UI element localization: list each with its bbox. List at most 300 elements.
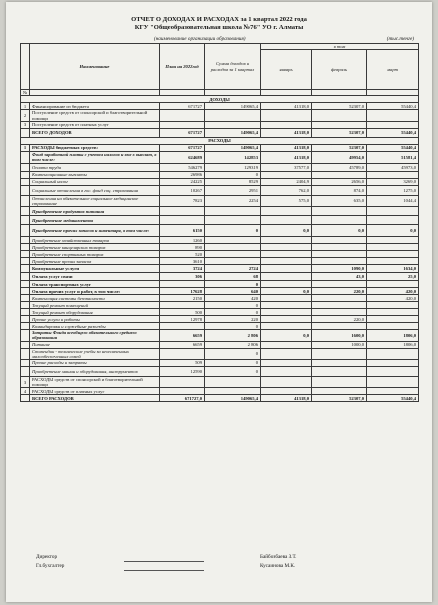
table-row bbox=[21, 348, 419, 359]
cell-name: Приобретение медикаментов bbox=[30, 216, 160, 225]
cell-m1 bbox=[261, 237, 312, 244]
cell-m3: 1634,0 bbox=[367, 265, 419, 273]
cell-m3 bbox=[367, 348, 419, 359]
report-title: ОТЧЕТ О ДОХОДАХ И РАСХОДАХ за 1 квартал 2022 года bbox=[131, 16, 307, 23]
cell-plan: 671727,0 bbox=[160, 395, 205, 402]
cell-m1 bbox=[261, 273, 312, 281]
accountant-name: Кусаинова М.К. bbox=[260, 563, 296, 569]
cell-n bbox=[21, 273, 30, 281]
table-row bbox=[21, 225, 419, 237]
cell-m2: 220,0 bbox=[312, 316, 367, 323]
cell-n bbox=[21, 323, 30, 330]
cell-n bbox=[21, 341, 30, 348]
cell-m2 bbox=[312, 171, 367, 178]
table-row bbox=[21, 121, 419, 128]
table-row bbox=[21, 163, 419, 171]
cell-name: Приобретение машин и оборудования, инструментов bbox=[30, 367, 160, 377]
cell-plan: 624689 bbox=[160, 151, 205, 163]
header-group: в том bbox=[261, 44, 419, 50]
cell-m1: 0,0 bbox=[261, 330, 312, 341]
cell-sum: 640 bbox=[205, 288, 261, 295]
cell-sum: 149065,4 bbox=[205, 103, 261, 110]
cell-m3 bbox=[367, 302, 419, 309]
cell-plan bbox=[160, 216, 205, 225]
cell-m2 bbox=[312, 207, 367, 216]
table-row bbox=[21, 244, 419, 251]
cell-name: Финансирование из бюджета bbox=[30, 103, 160, 110]
table-row bbox=[21, 265, 419, 273]
cell-m2: 0,0 bbox=[312, 225, 367, 237]
table-row bbox=[21, 273, 419, 281]
cell-m3 bbox=[367, 388, 419, 395]
cell-n bbox=[21, 367, 30, 377]
cell-plan bbox=[160, 302, 205, 309]
cell-n bbox=[21, 258, 30, 265]
cell-sum: 0 bbox=[205, 323, 261, 330]
cell-n bbox=[21, 185, 30, 195]
cell-sum: 0 bbox=[205, 171, 261, 178]
cell-plan: 26986 bbox=[160, 171, 205, 178]
cell-m2: 43,0 bbox=[312, 273, 367, 281]
cell-m1 bbox=[261, 171, 312, 178]
cell-n: 2 bbox=[21, 110, 30, 121]
table-row bbox=[21, 377, 419, 388]
cell-name: Текущий ремонт оборудования bbox=[30, 309, 160, 316]
cell-m2 bbox=[312, 244, 367, 251]
cell-name: Питание bbox=[30, 341, 160, 348]
cell-n bbox=[21, 151, 30, 163]
cell-m1 bbox=[261, 309, 312, 316]
cell-n: 4 bbox=[21, 388, 30, 395]
cell-m1: 575,0 bbox=[261, 195, 312, 206]
table-row bbox=[21, 302, 419, 309]
cell-n bbox=[21, 207, 30, 216]
table-row bbox=[21, 237, 419, 244]
cell-m3 bbox=[367, 360, 419, 367]
cell-sum: 0 bbox=[205, 348, 261, 359]
cell-m1 bbox=[261, 302, 312, 309]
table-row bbox=[21, 251, 419, 258]
cell-m1 bbox=[261, 348, 312, 359]
director-name: Байбозбаева З.Т. bbox=[260, 554, 297, 560]
cell-plan: 1260 bbox=[160, 237, 205, 244]
cell-m3: 51581,4 bbox=[367, 151, 419, 163]
cell-name: Приобретение продуктов питания bbox=[30, 207, 160, 216]
cell-n bbox=[21, 128, 30, 137]
table-row bbox=[21, 288, 419, 295]
cell-m2: 52307,0 bbox=[312, 144, 367, 151]
cell-sum: 0 bbox=[205, 367, 261, 377]
cell-m2: 52307,0 bbox=[312, 395, 367, 402]
cell-m3: 1806,0 bbox=[367, 330, 419, 341]
cell-name: Поступление средств от спонсорской и благотворительной помощи bbox=[30, 110, 160, 121]
cell-m2 bbox=[312, 360, 367, 367]
cell-m1 bbox=[261, 323, 312, 330]
cell-plan bbox=[160, 110, 205, 121]
cell-plan: 6659 bbox=[160, 330, 205, 341]
cell-m1 bbox=[261, 377, 312, 388]
header-month-2: февраль bbox=[312, 50, 367, 90]
cell-m3 bbox=[367, 216, 419, 225]
section-income: ДОХОДЫ bbox=[21, 96, 419, 103]
cell-m3: 1806,0 bbox=[367, 341, 419, 348]
cell-name: ВСЕГО ДОХОДОВ bbox=[30, 128, 160, 137]
cell-plan bbox=[160, 323, 205, 330]
cell-plan: 24225 bbox=[160, 178, 205, 185]
cell-name: РАСХОДЫ средств от спонсорской и благотворительной помощи bbox=[30, 377, 160, 388]
cell-name: Текущий ремонт помещений bbox=[30, 302, 160, 309]
cell-m2 bbox=[312, 251, 367, 258]
table-row bbox=[21, 316, 419, 323]
cell-plan: 7823 bbox=[160, 195, 205, 206]
cell-sum: 220 bbox=[205, 316, 261, 323]
cell-name: Оплата прочих услуг и работ, в том числе: bbox=[30, 288, 160, 295]
cell-m3: 0,0 bbox=[367, 225, 419, 237]
cell-m2 bbox=[312, 295, 367, 302]
cell-m2 bbox=[312, 302, 367, 309]
cell-m1: 41318,0 bbox=[261, 128, 312, 137]
section-title: РАСХОДЫ bbox=[21, 137, 419, 144]
cell-plan: 546279 bbox=[160, 163, 205, 171]
cell-plan: 890 bbox=[160, 244, 205, 251]
cell-m1: 37577,0 bbox=[261, 163, 312, 171]
table-row bbox=[21, 281, 419, 288]
cell-m1 bbox=[261, 207, 312, 216]
cell-plan: 520 bbox=[160, 251, 205, 258]
cell-m2 bbox=[312, 367, 367, 377]
table-row bbox=[21, 185, 419, 195]
cell-m1 bbox=[261, 265, 312, 273]
cell-m1 bbox=[261, 341, 312, 348]
cell-m3 bbox=[367, 258, 419, 265]
cell-n: 1 bbox=[21, 144, 30, 151]
accountant-label: Гл.бухгалтер bbox=[36, 563, 65, 569]
director-signature-line bbox=[124, 561, 204, 562]
cell-name: Отчисления на обязательное социальное медицинское страхование bbox=[30, 195, 160, 206]
cell-m3: 420,0 bbox=[367, 288, 419, 295]
header-month-3: март bbox=[367, 50, 419, 90]
cell-sum: 2 806 bbox=[205, 330, 261, 341]
cell-m1 bbox=[261, 367, 312, 377]
table-row bbox=[21, 110, 419, 121]
cell-name: Оплата транспортных услуг bbox=[30, 281, 160, 288]
cell-n bbox=[21, 302, 30, 309]
cell-m2: 45789,0 bbox=[312, 163, 367, 171]
header-sum: Сумма доходов и расходов за 1 квартал bbox=[205, 44, 261, 90]
cell-plan: 306 bbox=[160, 273, 205, 281]
cell-n bbox=[21, 295, 30, 302]
cell-sum: 2254 bbox=[205, 195, 261, 206]
cell-sum: 129319 bbox=[205, 163, 261, 171]
cell-plan: 509 bbox=[160, 360, 205, 367]
cell-m3 bbox=[367, 251, 419, 258]
cell-m2 bbox=[312, 216, 367, 225]
cell-m1 bbox=[261, 388, 312, 395]
cell-m2 bbox=[312, 281, 367, 288]
cell-sum: 0 bbox=[205, 360, 261, 367]
cell-plan: 3610 bbox=[160, 258, 205, 265]
cell-m1 bbox=[261, 244, 312, 251]
cell-m1: 41318,0 bbox=[261, 151, 312, 163]
cell-m1: 41318,0 bbox=[261, 103, 312, 110]
cell-sum: 142853 bbox=[205, 151, 261, 163]
cell-m2: 52307,0 bbox=[312, 103, 367, 110]
cell-n bbox=[21, 237, 30, 244]
organization-caption: (наименование организации образования) bbox=[154, 36, 246, 42]
table-row bbox=[21, 330, 419, 341]
cell-sum bbox=[205, 207, 261, 216]
cell-m3 bbox=[367, 281, 419, 288]
cell-name: Коммунальные услуги bbox=[30, 265, 160, 273]
cell-m3 bbox=[367, 316, 419, 323]
cell-m3: 55440,4 bbox=[367, 128, 419, 137]
cell-m3 bbox=[367, 244, 419, 251]
cell-plan bbox=[160, 121, 205, 128]
cell-plan bbox=[160, 207, 205, 216]
cell-sum: 420 bbox=[205, 295, 261, 302]
cell-m2: 49954,0 bbox=[312, 151, 367, 163]
cell-n bbox=[21, 178, 30, 185]
table-row bbox=[21, 295, 419, 302]
cell-plan: 17628 bbox=[160, 288, 205, 295]
cell-name: Фонд заработной платы с учетом налогов и взн-х выплат, в том числе: bbox=[30, 151, 160, 163]
cell-name: Прочие расходы и затраты bbox=[30, 360, 160, 367]
cell-name: Оплата труда bbox=[30, 163, 160, 171]
cell-m2 bbox=[312, 258, 367, 265]
cell-m3 bbox=[367, 309, 419, 316]
cell-name: Приобретение хозяйственных товаров bbox=[30, 237, 160, 244]
cell-sum: 0 bbox=[205, 309, 261, 316]
cell-m3 bbox=[367, 110, 419, 121]
cell-m2: 1600,0 bbox=[312, 330, 367, 341]
cell-n bbox=[21, 395, 30, 402]
cell-m1: 762,0 bbox=[261, 185, 312, 195]
cell-m1 bbox=[261, 281, 312, 288]
cell-name: Компенсация системы безопасности bbox=[30, 295, 160, 302]
cell-n bbox=[21, 309, 30, 316]
cell-name: Прочие услуги и работы bbox=[30, 316, 160, 323]
table-row bbox=[21, 309, 419, 316]
cell-sum: 0 bbox=[205, 225, 261, 237]
cell-n bbox=[21, 171, 30, 178]
cell-n bbox=[21, 244, 30, 251]
cell-name: Командировки и служебные разъезды bbox=[30, 323, 160, 330]
cell-sum bbox=[205, 216, 261, 225]
cell-sum: 68 bbox=[205, 273, 261, 281]
cell-sum bbox=[205, 388, 261, 395]
cell-sum: 149065,4 bbox=[205, 128, 261, 137]
cell-plan: 12590 bbox=[160, 367, 205, 377]
cell-sum bbox=[205, 121, 261, 128]
table-row bbox=[21, 151, 419, 163]
cell-m1 bbox=[261, 251, 312, 258]
cell-sum bbox=[205, 377, 261, 388]
cell-n bbox=[21, 251, 30, 258]
cell-m1: 0,0 bbox=[261, 225, 312, 237]
cell-sum bbox=[205, 237, 261, 244]
cell-m1 bbox=[261, 258, 312, 265]
cell-m3: 1275,0 bbox=[367, 185, 419, 195]
cell-m1: 0,0 bbox=[261, 288, 312, 295]
table-row bbox=[21, 195, 419, 206]
cell-n bbox=[21, 348, 30, 359]
director-label: Директор bbox=[36, 554, 58, 560]
cell-name: Приобретение спортивных товаров bbox=[30, 251, 160, 258]
cell-m3: 55440,4 bbox=[367, 103, 419, 110]
cell-plan: 671727 bbox=[160, 144, 205, 151]
table-row bbox=[21, 360, 419, 367]
table-row bbox=[21, 323, 419, 330]
cell-n bbox=[21, 288, 30, 295]
cell-plan bbox=[160, 377, 205, 388]
cell-name: Приобретение прочих запасов bbox=[30, 258, 160, 265]
cell-m2 bbox=[312, 121, 367, 128]
cell-m3: 25,0 bbox=[367, 273, 419, 281]
cell-plan: 500 bbox=[160, 309, 205, 316]
cell-m1: 41318,0 bbox=[261, 395, 312, 402]
cell-m3 bbox=[367, 171, 419, 178]
table-row bbox=[21, 258, 419, 265]
cell-sum: 2 806 bbox=[205, 341, 261, 348]
cell-m2 bbox=[312, 348, 367, 359]
header-month-1: январь bbox=[261, 50, 312, 90]
unit-label: (тыс.тенге) bbox=[386, 36, 414, 42]
accountant-signature-line bbox=[124, 570, 204, 571]
table-row bbox=[21, 216, 419, 225]
cell-m3 bbox=[367, 377, 419, 388]
section-expense bbox=[21, 137, 419, 144]
cell-m1 bbox=[261, 316, 312, 323]
cell-sum bbox=[205, 251, 261, 258]
cell-m2: 1090,0 bbox=[312, 265, 367, 273]
cell-n: 3 bbox=[21, 121, 30, 128]
cell-name: Оплата услуг связи bbox=[30, 273, 160, 281]
cell-name: Стипендии - технические учебы за неоплаченных малообеспеченных семей bbox=[30, 348, 160, 359]
cell-m2: 52307,0 bbox=[312, 128, 367, 137]
cell-sum: 2724 bbox=[205, 265, 261, 273]
cell-plan bbox=[160, 281, 205, 288]
cell-sum: 149065,4 bbox=[205, 395, 261, 402]
table-row bbox=[21, 341, 419, 348]
cell-m1 bbox=[261, 216, 312, 225]
table-row bbox=[21, 367, 419, 377]
cell-m3 bbox=[367, 323, 419, 330]
cell-m1 bbox=[261, 360, 312, 367]
cell-name: РАСХОДЫ средств от платных услуг bbox=[30, 388, 160, 395]
cell-m1: 41318,0 bbox=[261, 144, 312, 151]
cell-name: Поступление средств от платных услуг bbox=[30, 121, 160, 128]
cell-m3 bbox=[367, 237, 419, 244]
table-body bbox=[21, 103, 419, 402]
cell-plan bbox=[160, 348, 205, 359]
cell-m3: 55440,4 bbox=[367, 144, 419, 151]
cell-plan: 12978 bbox=[160, 316, 205, 323]
header-name: Наименование bbox=[30, 44, 160, 90]
cell-plan: 671727 bbox=[160, 103, 205, 110]
cell-name: Затраты Фонда всеобщего обязательного среднего образования bbox=[30, 330, 160, 341]
cell-m3: 1044,4 bbox=[367, 195, 419, 206]
cell-n bbox=[21, 195, 30, 206]
cell-sum: 149065,4 bbox=[205, 144, 261, 151]
table-row bbox=[21, 128, 419, 137]
cell-sum bbox=[205, 258, 261, 265]
cell-plan: 6150 bbox=[160, 225, 205, 237]
table-row bbox=[21, 144, 419, 151]
cell-m3: 45973,0 bbox=[367, 163, 419, 171]
cell-name: Приобретение канцелярских товаров bbox=[30, 244, 160, 251]
cell-n bbox=[21, 163, 30, 171]
cell-name: Компенсационные выплаты bbox=[30, 171, 160, 178]
cell-sum: 0 bbox=[205, 302, 261, 309]
cell-m2: 874,0 bbox=[312, 185, 367, 195]
cell-m3: 55440,4 bbox=[367, 395, 419, 402]
cell-n: 1 bbox=[21, 103, 30, 110]
cell-m1 bbox=[261, 295, 312, 302]
cell-sum: 2951 bbox=[205, 185, 261, 195]
cell-m2 bbox=[312, 110, 367, 121]
cell-m3 bbox=[367, 367, 419, 377]
cell-n: 3 bbox=[21, 377, 30, 388]
cell-m1: 2404,9 bbox=[261, 178, 312, 185]
table-row bbox=[21, 395, 419, 402]
cell-m2 bbox=[312, 388, 367, 395]
cell-m2: 220,0 bbox=[312, 288, 367, 295]
cell-m2 bbox=[312, 237, 367, 244]
cell-n bbox=[21, 265, 30, 273]
cell-name: ВСЕГО РАСХОДОВ bbox=[30, 395, 160, 402]
table-row bbox=[21, 388, 419, 395]
cell-n bbox=[21, 316, 30, 323]
cell-m1 bbox=[261, 121, 312, 128]
cell-plan: 2150 bbox=[160, 295, 205, 302]
organization-name: КГУ "Общеобразовательная школа №76" УО г. Алматы bbox=[134, 24, 304, 31]
cell-name: РАСХОДЫ бюджетных средств: bbox=[30, 144, 160, 151]
cell-n bbox=[21, 281, 30, 288]
report-sheet bbox=[6, 2, 432, 602]
cell-n bbox=[21, 360, 30, 367]
cell-plan bbox=[160, 388, 205, 395]
cell-m2: 635,0 bbox=[312, 195, 367, 206]
cell-m1 bbox=[261, 110, 312, 121]
cell-m2 bbox=[312, 323, 367, 330]
report-table bbox=[20, 43, 419, 402]
cell-plan: 3724 bbox=[160, 265, 205, 273]
cell-sum bbox=[205, 110, 261, 121]
table-header bbox=[21, 44, 419, 103]
table-row bbox=[21, 178, 419, 185]
cell-m2 bbox=[312, 377, 367, 388]
cell-m3 bbox=[367, 121, 419, 128]
cell-n bbox=[21, 330, 30, 341]
cell-m2: 1000,0 bbox=[312, 341, 367, 348]
cell-m3: 420,0 bbox=[367, 295, 419, 302]
cell-sum: 8529 bbox=[205, 178, 261, 185]
cell-plan: 671727 bbox=[160, 128, 205, 137]
cell-sum: 0 bbox=[205, 281, 261, 288]
header-num-cell bbox=[21, 44, 30, 90]
table-row bbox=[21, 207, 419, 216]
header-num-sign: № bbox=[21, 90, 30, 96]
table-row bbox=[21, 171, 419, 178]
cell-name: Приобретение прочих запасов и инвентаря, в том числе: bbox=[30, 225, 160, 237]
cell-name: Социальный налог bbox=[30, 178, 160, 185]
cell-plan: 10267 bbox=[160, 185, 205, 195]
cell-m3: 3269,0 bbox=[367, 178, 419, 185]
cell-m2: 2656,0 bbox=[312, 178, 367, 185]
cell-sum bbox=[205, 244, 261, 251]
cell-m3 bbox=[367, 207, 419, 216]
cell-n bbox=[21, 216, 30, 225]
